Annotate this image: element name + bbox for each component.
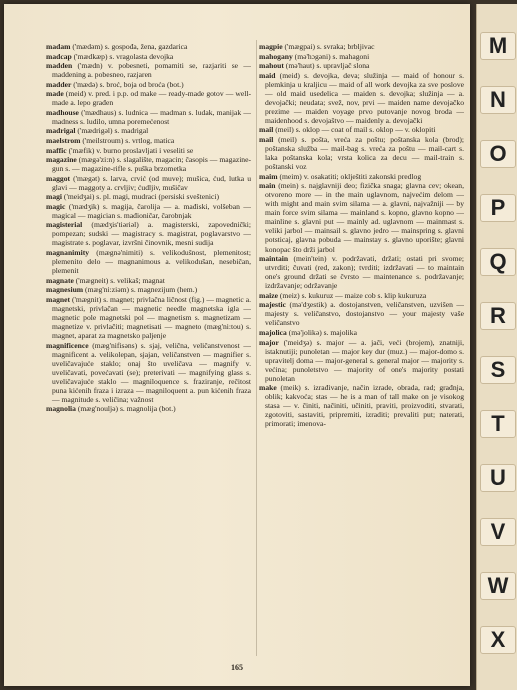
- thumb-tab-r[interactable]: R: [480, 302, 516, 330]
- thumb-tab-s[interactable]: S: [480, 356, 516, 384]
- thumb-tab-p[interactable]: P: [480, 194, 516, 222]
- dictionary-entry: madden ('mædn) v. pobesneti, pomamiti se, razjariti se — maddening a. pobesneo, razjaren: [46, 61, 251, 80]
- dictionary-entry: magnet ('mægnit) s. magnet; privlačna ličnost (fig.) — magnetic a. magnetski, privlačan — magnetic needle magnetska igla — magnetic pole magnetski pol — magnetism s. magnetizam — magnetize v. privlačiti; magnetisati — magneto (mæg'ni:tou) s. magnet, aparat za magnetsko paljenje: [46, 294, 251, 340]
- dictionary-entry: magnificence (mæg'nifisəns) s. sjaj, velična, veličanstvenost — magnificent a. velikolepan, sjajan, veličanstven — magnifier s. uveličavajuće staklo; onaj što uveličava — magnify v. uveličavati, povećavati (se); preterivati — magnifying glass s. uveličavajuće staklo — magniloquence s. fraziranje, rečitost puna kićenih fraza i izraza — magniloquent a. pun kićenih fraza — magnitude s. veličina; važnost: [46, 340, 251, 404]
- thumb-tab-n[interactable]: N: [480, 86, 516, 114]
- dictionary-entry: magnanimity (mægnə'nimiti) s. velikodušnost, plemenitost; plemenito delo — magnanimous a. velikodušan, nesebičan, plemenit: [46, 248, 251, 276]
- dictionary-entry: majolica (mə'jolikə) s. majolika: [259, 327, 357, 337]
- dictionary-entry: magnolia (mæg'nouljə) s. magnolija (bot.): [46, 404, 176, 414]
- dictionary-entry: magisterial (mædʒis'tiəriəl) a. magisterski, zapovednički; pompezan; sudski — magistracy s. magistrat, poglavarstvo — magistrate s. poglavar, izvršni činovnik, mesni sudija: [46, 220, 251, 248]
- page-number: 165: [231, 663, 243, 672]
- thumb-tab-v[interactable]: V: [480, 518, 516, 546]
- dictionary-entry: maggot ('mægət) s. larva, crvić (od muve); mušica, ćud, lutka u glavi — maggoty a. crvljiv; ćudljiv, mušičav: [46, 173, 251, 192]
- dictionary-entry: maid (meid) s. devojka, deva; služinja — maid of honour s. plemkinja u kraljicu — maid of all work devojka za sve poslove — old maid usedelica — maiden s. devojka; služinja — a. devojački; neudata; svež, nov, prvi — maiden name devojačko prezime — maiden voyage prvo putovanje novog broda — maidenhood s. devojaštvo — maidenly a. devojački: [259, 70, 464, 125]
- dictionary-entry: maelstrom ('meilstroum) s. vrtlog, matica: [46, 135, 175, 145]
- dictionary-entry: maffic ('mæfik) v. burno proslavljati i veseliti se: [46, 145, 194, 155]
- thumb-tab-o[interactable]: O: [480, 140, 516, 168]
- dictionary-entry: maize (meiz) s. kukuruz — maize cob s. klip kukuruza: [259, 290, 427, 300]
- thumb-tab-t[interactable]: T: [480, 410, 516, 438]
- thumb-tab-m[interactable]: M: [480, 32, 516, 60]
- dictionary-entry: magi ('meidʒai) s. pl. magi, mudraci (persiski sveštenici): [46, 192, 220, 202]
- dictionary-entry: madcap ('mædkæp) s. vragolasta devojka: [46, 51, 174, 61]
- dictionary-entry: magnate ('mægneit) s. velikaš; magnat: [46, 275, 165, 285]
- dictionary-entry: magic ('mædʒik) s. magija, čarolija — a. mađiski, volšeban — magical — magician s. mađioničar, čarobnjak: [46, 201, 251, 220]
- thumb-tab-x[interactable]: X: [480, 626, 516, 654]
- dictionary-entry: madhouse ('mædhaus) s. ludnica — madman s. ludak, manijak — madness s. ludilo, umna poremećenost: [46, 107, 251, 126]
- dictionary-entry: mahout (mə'haut) s. upravljač slona: [259, 61, 370, 71]
- dictionary-entry: mail (meil) s. oklop — coat of mail s. oklop — v. oklopiti: [259, 125, 436, 135]
- thumb-tab-u[interactable]: U: [480, 464, 516, 492]
- dictionary-entry: madder ('mædə) s. broć, boja od broća (bot.): [46, 79, 184, 89]
- dictionary-entry: magazine (mægə'zi:n) s. slagalište, magacin; časopis — magazine-gun s. — magazine-rifle s. puška brzometka: [46, 155, 251, 174]
- dictionary-entry: magpie ('mægpai) s. svraka; brbljivac: [259, 42, 375, 51]
- thumb-tab-w[interactable]: W: [480, 572, 516, 600]
- dictionary-entry: make (meik) s. izrađivanje, način izrade, obrada, rad; građnja, oblik; kakvoća; stas — he is a man of tall make on je visokog stasa — v. činiti, načiniti, učiniti, praviti, proizvoditi, stvarati, zgotoviti, sastaviti, pripremiti, izraditi; prevaliti put; naterati, primorati; imenova-: [259, 383, 464, 429]
- column-divider: [256, 40, 257, 656]
- dictionary-entry: magnesium (mæg'ni:ziəm) s. magnezijum (hem.): [46, 285, 198, 295]
- dictionary-entry: mail (meil) s. pošta, vreća za poštu; poštanska kola (brod); poštanska služba — mail-bag s. vreća za poštu — mail-cart s. laka poštanska kola; vrsta kolica za decu — mail-train s. poštanski voz: [259, 134, 464, 172]
- dictionary-entry: maim (meim) v. osakatiti; oklještiti zakonski predlog: [259, 171, 422, 181]
- dictionary-entry: mahogany (mə'hɔgəni) s. mahagoni: [259, 51, 370, 61]
- dictionary-entry: made (meid) v. pred. i p.p. od make — ready-made gotov — well-made a. lepo građen: [46, 89, 251, 108]
- dictionary-entry: major ('meidʒə) s. major — a. jači, veći (brojem), znatniji, istaknutiji; punoletan — major key dur (muz.) — major-domo s. upravitelj doma — major-general s. general major — majority s. većina; punoletstvo — majority of one's majority postati punoletan: [259, 337, 464, 383]
- dictionary-entry: main (mein) s. najglavniji deo; fizička snaga; glavna cev; okean, otvoreno more — in the main uglavnom, najvećim delom — with might and main svim silama — a. glavni, najvažniji — by main force svim silama — mainland s. kopno, glavno kopno — mainline s. glavni put — mainly ad. uglavnom — mainmast s. veliki jarbol — mainsail s. glavno jedro — mainspring s. glavni potsticaj, glavna pobuda — mainstay s. glavno uporište; glavni konopac što drži jarbol: [259, 181, 464, 254]
- dictionary-entry: madrigal ('mædrigəl) s. madrigal: [46, 126, 149, 136]
- left-column: [46, 42, 251, 654]
- dictionary-page: [4, 4, 470, 686]
- dictionary-entry: madam ('mædəm) s. gospođa, žena, gazdarica: [46, 42, 188, 51]
- dictionary-entry: maintain (mein'tein) v. podržavati, držati; ostati pri svome; utvrditi; čuvati (red, zakon); tvrditi; izdržavati — to maintain one's ground držati se čvrsto — maintenance s. podržavanje; izdržavanje; održavanje: [259, 254, 464, 291]
- right-column: [259, 42, 464, 654]
- thumb-tab-q[interactable]: Q: [480, 248, 516, 276]
- dictionary-entry: majestic (mə'dʒestik) a. dostojanstven, veličanstven, uzvišen — majesty s. veličanstvo, dostojanstvo — your majesty vaše veličanstvo: [259, 300, 464, 328]
- thumb-index: [476, 4, 517, 690]
